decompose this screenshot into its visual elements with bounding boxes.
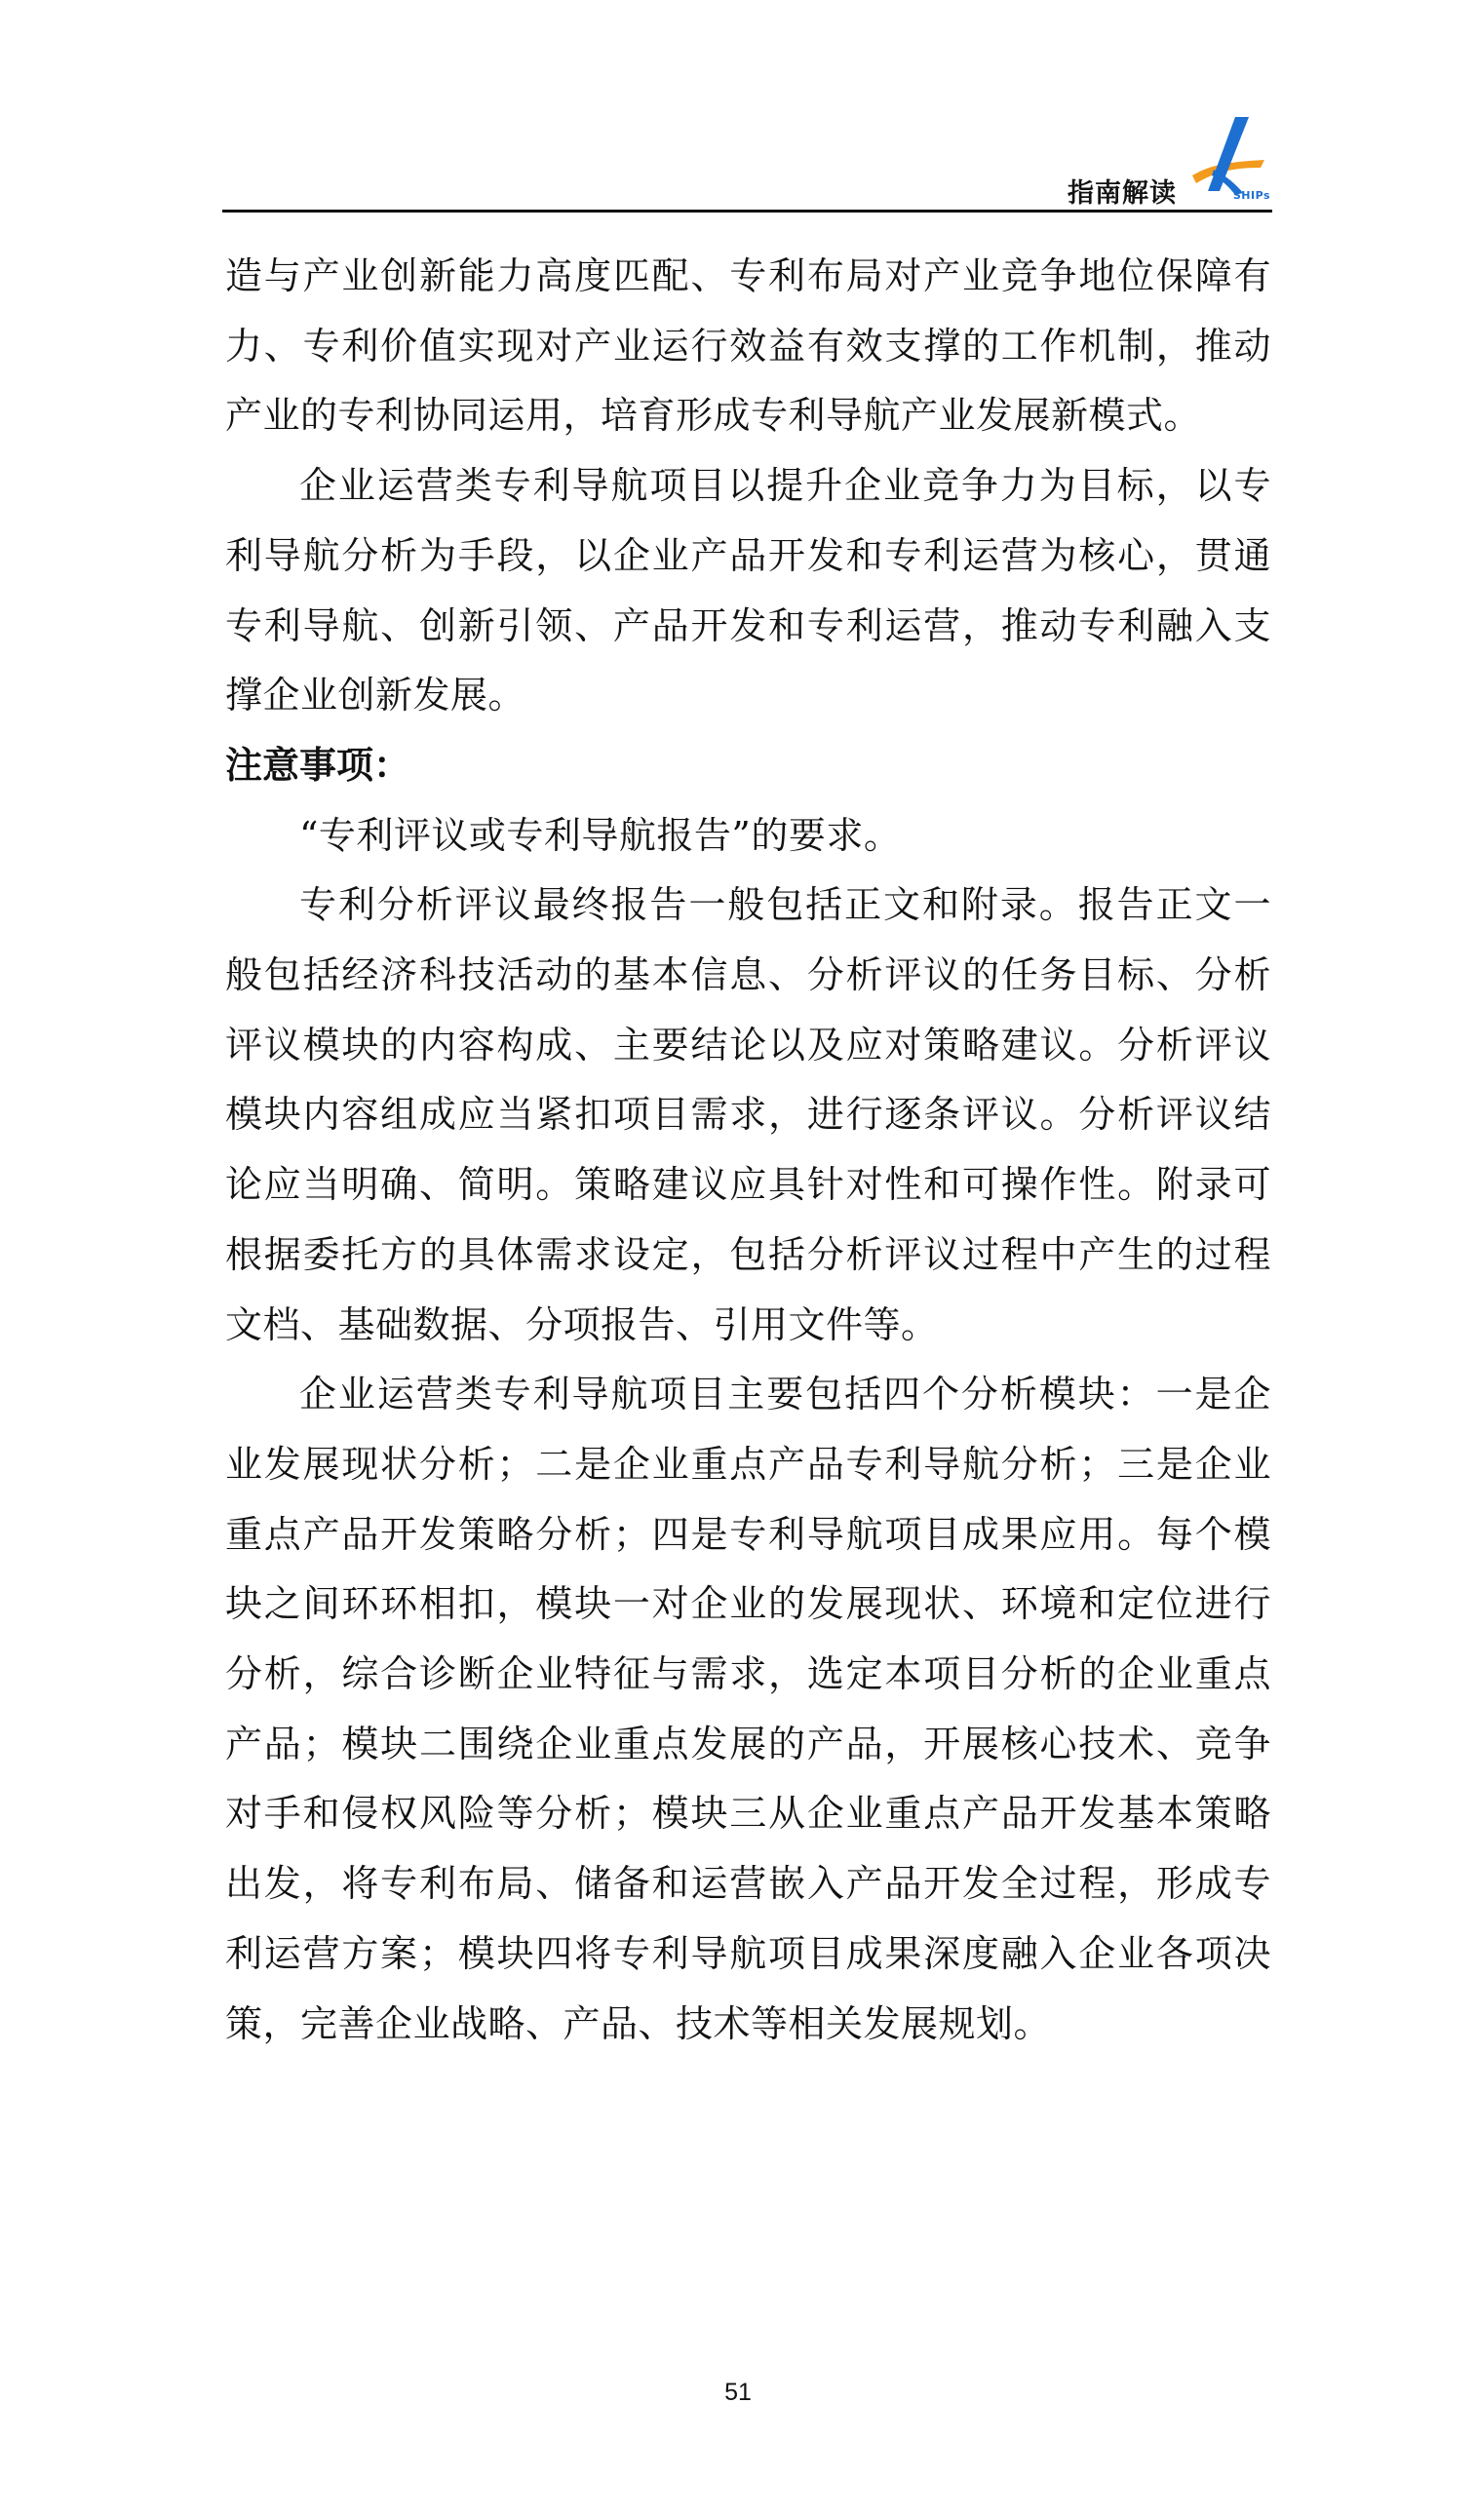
page-header: [222, 115, 1272, 213]
logo-text: SHIPs: [1232, 189, 1270, 202]
notes-heading: 注意事项：: [225, 743, 411, 787]
body-paragraph: 企业运营类专利导航项目以提升企业竞争力为目标，以专利导航分析为手段，以企业产品开发和专利运营为核心，贯通专利导航、创新引领、产品开发和专利运营，推动专利融入支撑企业创新发展。: [225, 464, 1271, 717]
body-paragraph: 造与产业创新能力高度匹配、专利布局对产业竞争地位保障有力、专利价值实现对产业运行效益有效支撑的工作机制，推动产业的专利协同运用，培育形成专利导航产业发展新模式。: [225, 254, 1271, 438]
header-rule: [222, 210, 1272, 213]
header-title: 指南解读: [1068, 178, 1177, 209]
notes-paragraph: “专利评议或专利导航报告”的要求。: [299, 813, 902, 857]
notes-paragraph: 专利分析评议最终报告一般包括正文和附录。报告正文一般包括经济科技活动的基本信息、分析评议的任务目标、分析评议模块的内容构成、主要结论以及应对策略建议。分析评议模块内容组成应当紧扣项目需求，进行逐条评议。分析评议结论应当明确、简明。策略建议应具针对性和可操作性。附录可根据委托方的具体需求设定，包括分析评议过程中产生的过程文档、基础数据、分项报告、引用文件等。: [225, 883, 1271, 1346]
page-number: 51: [724, 2379, 752, 2406]
notes-paragraph: 企业运营类专利导航项目主要包括四个分析模块：一是企业发展现状分析；二是企业重点产品专利导航分析；三是企业重点产品开发策略分析；四是专利导航项目成果应用。每个模块之间环环相扣，模块一对企业的发展现状、环境和定位进行分析，综合诊断企业特征与需求，选定本项目分析的企业重点产品；模块二围绕企业重点发展的产品，开展核心技术、竞争对手和侵权风险等分析；模块三从企业重点产品开发基本策略出发，将专利布局、储备和运营嵌入产品开发全过程，形成专利运营方案；模块四将专利导航项目成果深度融入企业各项决策，完善企业战略、产品、技术等相关发展规划。: [225, 1373, 1271, 2045]
page-body: [225, 242, 1271, 2059]
